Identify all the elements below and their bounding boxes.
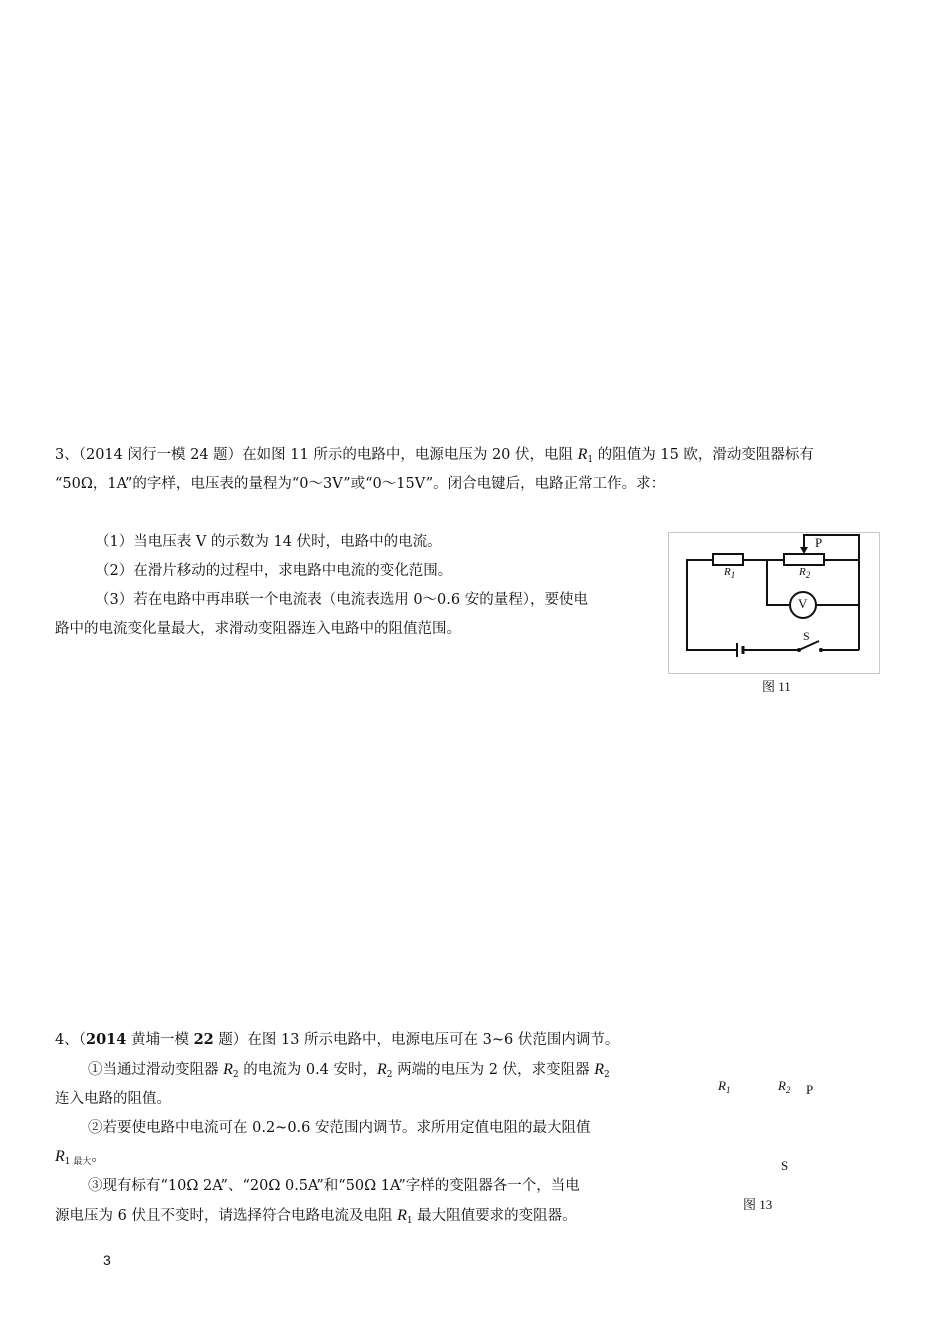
label-r1: $R_1$	[724, 566, 736, 580]
figure-11-caption: 图 11	[762, 679, 791, 694]
q3-line2: “50Ω，1A”的字样，电压表的量程为“0～3V”或“0～15V”。闭合电键后，电路正常工作。求：	[55, 476, 666, 492]
q4-part2-line2	[55, 1147, 106, 1172]
r1-max-subscript: 1 最大	[64, 1157, 92, 1167]
r2-symbol: R	[223, 1061, 233, 1078]
q4-part2-line1: ②若要使电路中电流可在 0.2~0.6 安范围内调节。求所用定值电阻的最大阻值	[88, 1120, 591, 1136]
q3-line1	[55, 445, 814, 470]
fig13-label-p: P	[806, 1082, 814, 1097]
q4-line1	[55, 1030, 619, 1050]
resistor-r1	[713, 554, 743, 565]
label-p: P	[815, 535, 823, 550]
r1-symbol: R	[55, 1148, 65, 1165]
q3-subquestion-2: （2）在滑片移动的过程中，求电路中电流的变化范围。	[95, 563, 453, 579]
fig13-label-r1: $R_1$	[718, 1078, 731, 1095]
q4-source-close: 题）	[213, 1032, 248, 1048]
rheostat-r2	[784, 554, 824, 565]
q4-part1-line2: 连入电路的阻值。	[55, 1091, 171, 1107]
q3-subquestion-3-b: 路中的电流变化量最大，求滑动变阻器连入电路中的阻值范围。	[55, 621, 461, 637]
q4-source-number: 22	[193, 1031, 214, 1048]
r2-symbol: R	[594, 1061, 604, 1078]
r1-subscript: 1	[587, 455, 594, 465]
q3-subquestion-3-a: （3）若在电路中再串联一个电流表（电流表选用 0～0.6 安的量程），要使电	[95, 592, 588, 608]
label-r2: $R_2$	[799, 566, 811, 580]
q3-line1-text-b: 的阻值为 15 欧，滑动变阻器标有	[593, 447, 814, 463]
q4-number: 4、	[55, 1032, 79, 1048]
label-s: S	[803, 629, 810, 643]
q3-source: （2014 闵行一模 24 题）	[78, 447, 243, 463]
fig13-label-r2: $R_2$	[778, 1078, 791, 1095]
q3-number: 3、	[55, 447, 79, 463]
q3-subquestion-1: （1）当电压表 V 的示数为 14 伏时，电路中的电流。	[95, 534, 442, 550]
r1-symbol: R	[397, 1207, 407, 1224]
q4-source-year: 2014	[85, 1031, 127, 1048]
q4-p1-b: 的电流为 0.4 安时，	[238, 1062, 378, 1078]
figure-13	[700, 1070, 860, 1220]
q4-part1-line1	[88, 1060, 610, 1085]
r1-subscript: 1	[406, 1216, 413, 1226]
slider-arrow	[800, 547, 808, 554]
fig13-label-s: S	[781, 1158, 789, 1173]
r1-symbol: R	[577, 446, 588, 463]
q4-p1-a: ①当通过滑动变阻器	[88, 1062, 224, 1078]
page-number: 3	[103, 1252, 111, 1268]
figure-11-circuit	[668, 532, 880, 674]
r2-symbol: R	[377, 1061, 387, 1078]
r2-subscript: 2	[603, 1070, 610, 1080]
q4-p1-c: 两端的电压为 2 伏，求变阻器	[392, 1062, 595, 1078]
figure-13-caption: 图 13	[743, 1197, 773, 1212]
q4-p3-c: 最大阻值要求的变阻器。	[412, 1208, 577, 1224]
q4-line1-text: 在图 13 所示电路中，电源电压可在 3~6 伏范围内调节。	[247, 1032, 620, 1048]
q4-source-open: （	[78, 1032, 86, 1048]
q4-p2-end: 。	[91, 1149, 106, 1165]
q4-part3-line1: ③现有标有“10Ω 2A”、“20Ω 0.5A”和“50Ω 1A”字样的变阻器各一个，当电	[88, 1178, 580, 1194]
r2-subscript: 2	[232, 1070, 239, 1080]
label-v: V	[798, 596, 808, 611]
q4-source-mid: 黄埔一模	[126, 1032, 194, 1048]
q4-part3-line2	[55, 1206, 577, 1231]
q4-p3-b: 源电压为 6 伏且不变时，请选择符合电路电流及电阻	[55, 1208, 398, 1224]
r2-subscript: 2	[386, 1070, 393, 1080]
q3-line1-text-a: 在如图 11 所示的电路中，电源电压为 20 伏，电阻	[242, 447, 578, 463]
circuit-diagram-11	[669, 533, 879, 673]
